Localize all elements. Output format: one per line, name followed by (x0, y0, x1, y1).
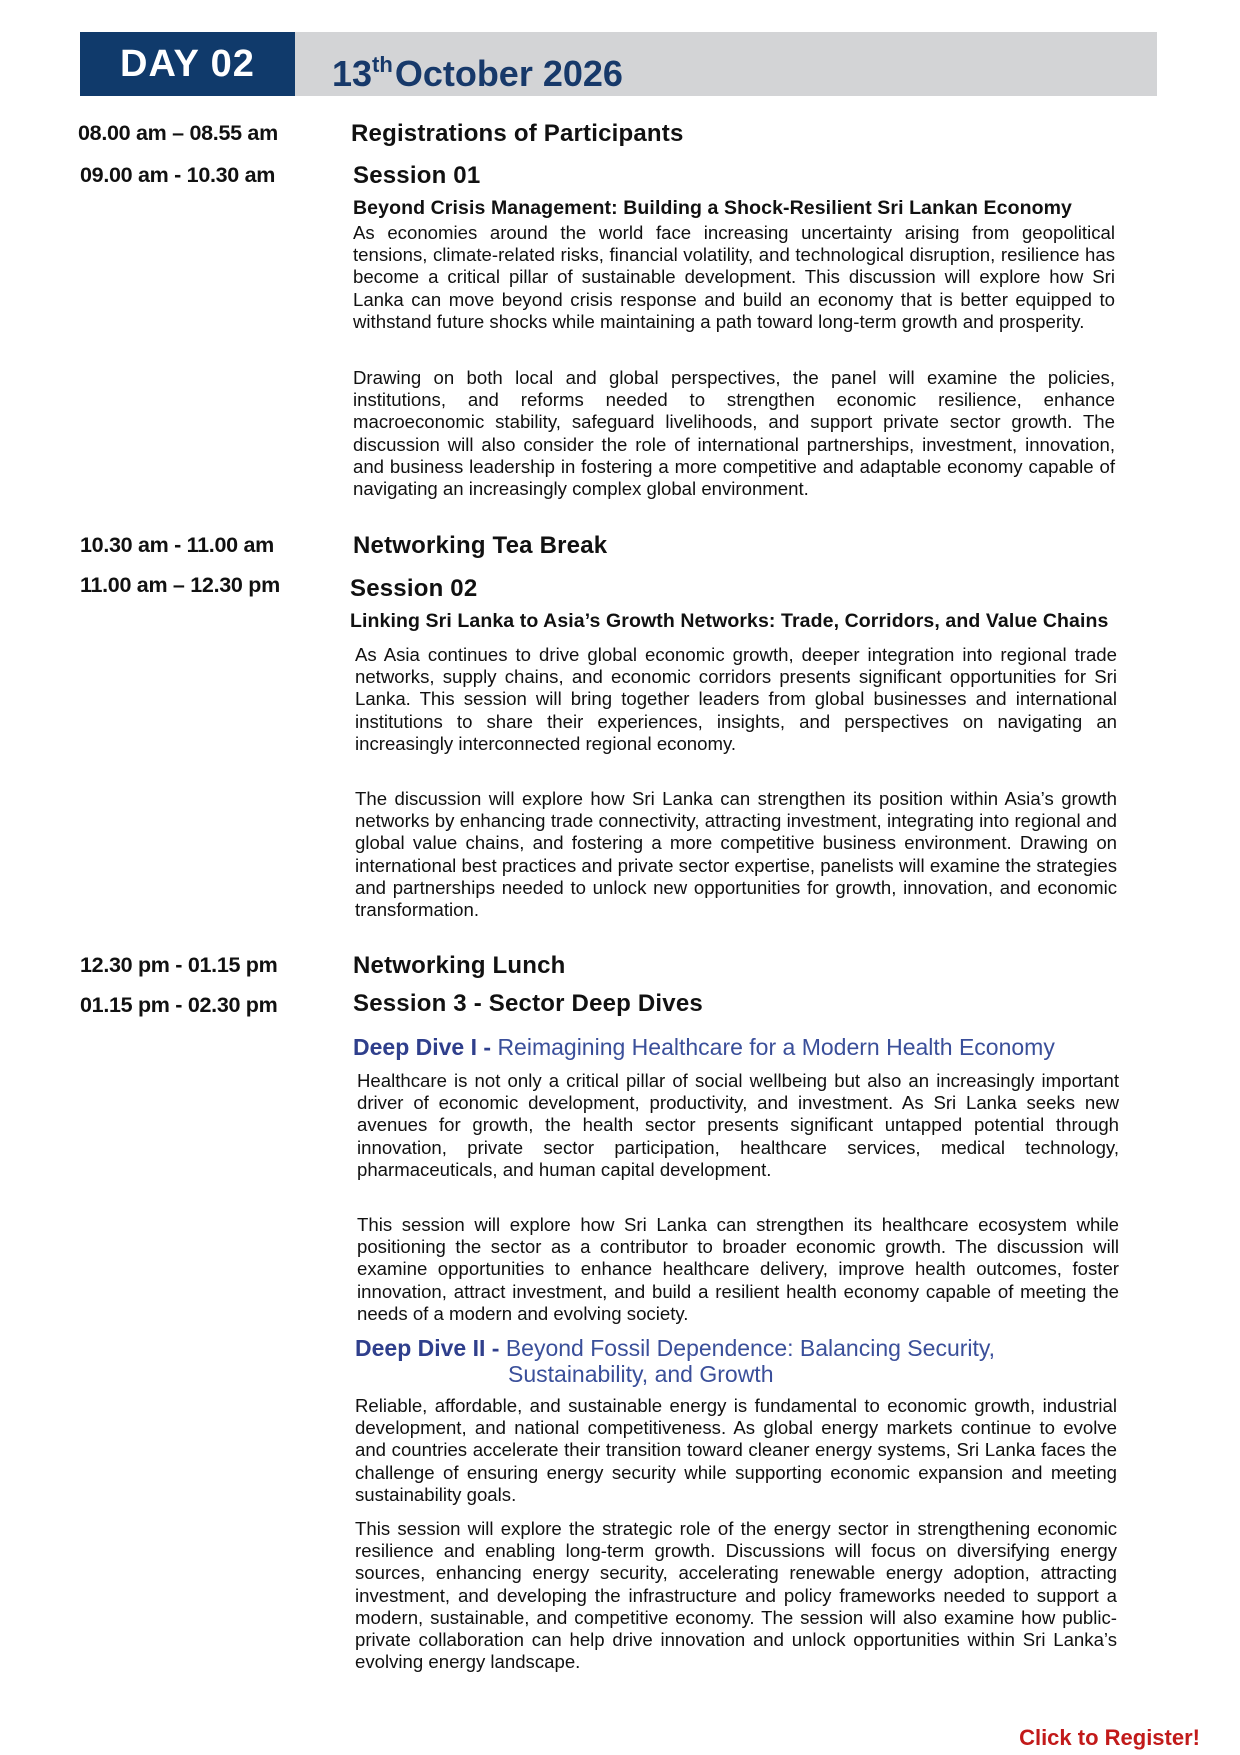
deep-dive-description: Healthcare is not only a critical pillar of social wellbeing but also an increasingly important driver of economic development, productivity, and investment. As Sri Lanka seeks new avenues for growth, the health sector presents significant untapped potential through innovation, private sector participation, healthcare services, medical technology, pharmaceuticals, and human capital development. (357, 1070, 1119, 1180)
deep-dive-heading (355, 1335, 1135, 1387)
session-title: Session 01 (353, 162, 481, 189)
deep-dive-description: This session will explore how Sri Lanka can strengthen its healthcare ecosystem while positioning the sector as a contributor to broader economic growth. The discussion will examine opportunities to enhance healthcare delivery, improve health outcomes, foster innovation, attract investment, and build a resilient health economy capable of meeting the needs of a modern and evolving society. (357, 1214, 1119, 1324)
session-description: As Asia continues to drive global economic growth, deeper integration into regional trade networks, supply chains, and economic corridors presents significant opportunities for Sri Lanka. This session will bring together leaders from global businesses and international institutions to share their experiences, insights, and perspectives on navigating an increasingly interconnected regional economy. (355, 644, 1117, 754)
time-slot: 09.00 am - 10.30 am (80, 163, 276, 187)
agenda-title: Registrations of Participants (351, 120, 684, 147)
date-day: 13 (332, 53, 373, 94)
session-title: Session 3 - Sector Deep Dives (353, 990, 703, 1017)
deep-dive-title: Reimagining Healthcare for a Modern Health Economy (497, 1034, 1055, 1060)
time-slot: 10.30 am - 11.00 am (80, 533, 274, 557)
deep-dive-title: Beyond Fossil Dependence: Balancing Security, (505, 1335, 996, 1361)
date-suffix: th (372, 52, 393, 77)
session-title: Session 02 (350, 575, 478, 602)
time-slot: 11.00 am – 12.30 pm (80, 573, 280, 597)
time-slot: 08.00 am – 08.55 am (78, 121, 278, 145)
deep-dive-description: This session will explore the strategic role of the energy sector in strengthening economic resilience and enabling long-term growth. Discussions will focus on diversifying energy sources, enhancing energy security, accelerating renewable energy adoption, attracting investment, and developing the infrastructure and policy frameworks needed to support a modern, sustainable, and competitive economy. The session will also examine how public-private collaboration can help drive innovation and unlock opportunities within Sri Lanka’s evolving energy landscape. (355, 1518, 1117, 1673)
session-description: The discussion will explore how Sri Lanka can strengthen its position within Asia’s growth networks by enhancing trade connectivity, attracting investment, integrating into regional and global value chains, and fostering a more competitive business environment. Drawing on international best practices and private sector expertise, panelists will examine the strategies and partnerships needed to unlock new opportunities for growth, innovation, and economic transformation. (355, 788, 1117, 921)
date-month-year: October 2026 (394, 53, 623, 94)
time-slot: 01.15 pm - 02.30 pm (80, 993, 278, 1017)
date-label (332, 32, 623, 96)
day-label: DAY 02 (80, 32, 295, 96)
agenda-title: Networking Tea Break (353, 532, 608, 559)
session-subtitle: Linking Sri Lanka to Asia’s Growth Networks: Trade, Corridors, and Value Chains (350, 610, 1109, 632)
deep-dive-title-continued: Sustainability, and Growth (508, 1361, 774, 1387)
deep-dive-description: Reliable, affordable, and sustainable energy is fundamental to economic growth, industrial development, and national competitiveness. As global energy markets continue to evolve and countries accelerate their transition toward cleaner energy systems, Sri Lanka faces the challenge of ensuring energy security while supporting economic expansion and meeting sustainability goals. (355, 1395, 1117, 1505)
session-description: As economies around the world face increasing uncertainty arising from geopolitical tensions, climate-related risks, financial volatility, and technological disruption, resilience has become a critical pillar of sustainable development. This discussion will explore how Sri Lanka can move beyond crisis response and build an economy that is better equipped to withstand future shocks while maintaining a path toward long-term growth and prosperity. (353, 222, 1115, 332)
session-subtitle: Beyond Crisis Management: Building a Shock-Resilient Sri Lankan Economy (353, 197, 1072, 219)
deep-dive-label: Deep Dive II - (355, 1335, 500, 1361)
agenda-title: Networking Lunch (353, 952, 566, 979)
deep-dive-label: Deep Dive I - (353, 1034, 492, 1060)
deep-dive-heading (353, 1034, 1055, 1061)
session-description: Drawing on both local and global perspectives, the panel will examine the policies, institutions, and reforms needed to strengthen economic resilience, enhance macroeconomic stability, safeguard livelihoods, and support private sector growth. The discussion will also consider the role of international partnerships, investment, innovation, and business leadership in fostering a more competitive and adaptable economy capable of navigating an increasingly complex global environment. (353, 367, 1115, 500)
day-header-bar (80, 32, 1157, 96)
time-slot: 12.30 pm - 01.15 pm (80, 953, 278, 977)
register-link[interactable]: Click to Register! (1019, 1725, 1200, 1750)
